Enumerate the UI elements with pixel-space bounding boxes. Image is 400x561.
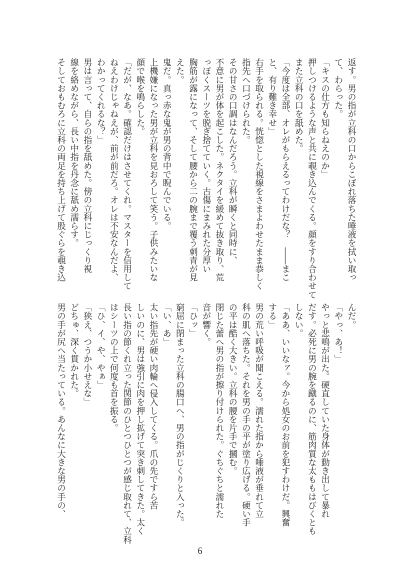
- text-line: 音が響く。: [200, 303, 211, 346]
- text-line: 「ああ、いいなァ。今から処女のお前を犯すわけだ。興奮: [279, 303, 290, 527]
- text-line: ねえわけじゃねえが、前が前だろ。オレは不安なんだよ、: [108, 58, 119, 282]
- text-line: だす。必死に男の腕を蹴るのに、筋肉質な太ももはびくとも: [306, 303, 317, 536]
- text-line: 窮屈に閉まった立科の腸口へ、男の指がじくりと入った。: [174, 303, 185, 527]
- text-line: と、有り難き幸せ」: [266, 58, 277, 136]
- text-line: 閉じた蕾へ男の指が擦り付けられた。ぐちぐちと濡れた: [213, 303, 224, 518]
- text-line: 太い指先が硬い肉輪へ侵入してくる。爪の先ですら苦: [147, 303, 158, 510]
- text-line: 「やっ、あ！」: [332, 303, 343, 364]
- text-line: 胸筋が露になって、そして腰から二の腕まで覆う刺青が見: [187, 58, 198, 282]
- text-line: 男は言って、自らの指を舐めた。傍の立科にじっくり視: [81, 58, 92, 273]
- text-line: 科の肌へ落ちた。それを男の手の平が塗り広げる。硬い手: [240, 303, 251, 527]
- text-line: っぽくスーツを脱ぎ捨てていく。古傷にまみれた分厚い: [200, 58, 211, 273]
- text-line: 「ひ、イ、や、やぁ」: [95, 303, 106, 389]
- text-line: 押しつけるような声と共に覗き込んでくる。顔をすり合わせて: [306, 58, 317, 299]
- text-line: しいのに、男は強引に肉を押し拡げて突き刺してきた。太く: [134, 303, 145, 536]
- text-line: どちゅ、深く貫かれた。: [68, 303, 79, 398]
- text-line: する」: [266, 303, 277, 329]
- text-line: 顔で喉を鳴らした。: [134, 58, 145, 136]
- text-line: 不意に男が体を起こした。ネクタイを緩めて抜き取り、荒: [213, 58, 224, 282]
- text-line: 右手を取られる。恍惚とした視線をさまよわせたまま恭しく: [253, 58, 264, 291]
- page-number: 6: [197, 546, 203, 556]
- lower-tier-text: [53, 303, 357, 544]
- text-line: わかってくれるな？」: [95, 58, 106, 144]
- text-line: 指先へ口づけられた。: [240, 58, 251, 144]
- text-line: の平は酷く大きい。立科の腰を片手で摑む。: [227, 303, 238, 475]
- text-line: 「狭え、つうか小せえな」: [81, 303, 92, 407]
- text-line: 上機嫌になった男が立科を見おろして笑う。子供みたいな: [147, 58, 158, 282]
- text-line: その甘さの口調はなんだろう。立科が瞬くと同時に、: [227, 58, 238, 265]
- text-line: しない。: [293, 303, 304, 338]
- text-line: 「だが、なあ。確認だけはさせてくれ。マスターを信用して: [121, 58, 132, 291]
- text-line: また立科の口を舐めた。: [293, 58, 304, 153]
- text-line: はシーツの上で何度も首を振る。: [108, 303, 119, 432]
- text-line: 長い指の節くれ立った関節のひとつひとつが感じ取れて、立科: [121, 303, 132, 544]
- text-line: 「ひッ」: [187, 303, 198, 338]
- text-line: て、わらった。: [332, 58, 343, 119]
- text-line: 返す。男の指が立科の口からこぼれ落ちた唾液を拭い取っ: [346, 58, 356, 282]
- text-line: 「キスの仕方も知らねえのか」: [319, 58, 330, 179]
- text-line: 男の荒い呼吸が聞こえる。濡れた指から唾液が垂れて立: [253, 303, 264, 518]
- text-line: 男の手が尻へ当たっている。あんなに大きな男の手の、: [55, 303, 66, 518]
- text-line: えた。: [174, 58, 185, 84]
- text-line: んだ。: [346, 303, 356, 329]
- text-line: 「い、あ」: [161, 303, 172, 346]
- text-line: そしておもむろに立科の両足を持ち上げて股ぐらを覗き込: [55, 58, 66, 282]
- text-line: 「今度は全部、オレがもらえるってわけだな？ ――まこ: [279, 58, 290, 282]
- upper-tier-text: [53, 58, 357, 299]
- text-line: 線を絡めながら、長い中指を丹念に舐め濡らす。: [68, 58, 79, 248]
- text-line: やっと悲鳴が出た。硬直していた身体が動き出して暴れ: [319, 303, 330, 518]
- text-line: 鬼だ。真っ赤な鬼が男の背中で睨んでいる。: [161, 58, 172, 230]
